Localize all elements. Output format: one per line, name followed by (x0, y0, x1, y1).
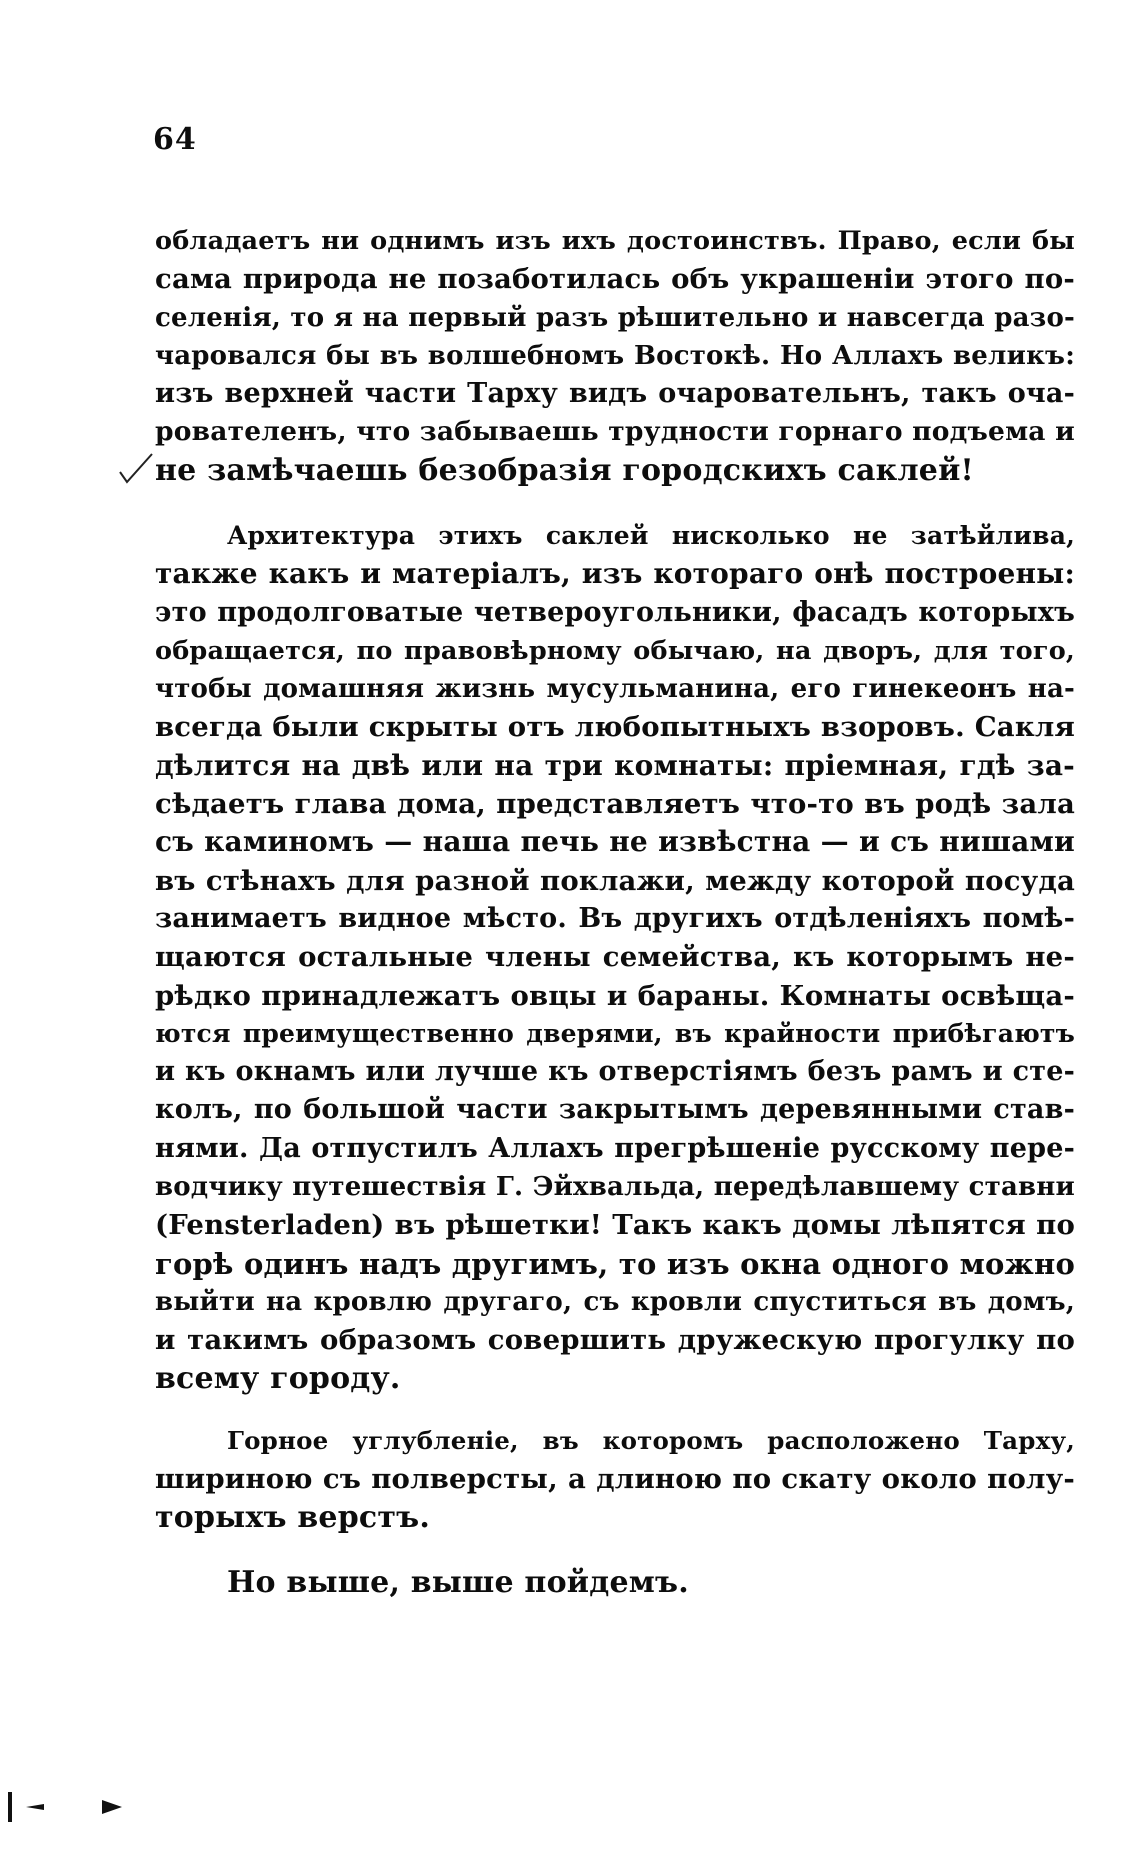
text-line: колъ, по большой части закрытымъ деревянными став- (155, 1094, 1075, 1126)
text-line: обладаетъ ни однимъ изъ ихъ достоинствъ. Право, если бы (155, 226, 1075, 256)
text-line: сама природа не позаботилась объ украшеніи этого по- (155, 263, 1075, 296)
text-line: занимаетъ видное мѣсто. Въ другихъ отдѣленіяхъ помѣ- (155, 902, 1075, 934)
text-line: это продолговатые четвероугольники, фасадъ которыхъ (155, 596, 1075, 628)
text-line: ются преимущественно дверями, въ крайности прибѣгаютъ (155, 1018, 1075, 1048)
text-line: всему городу. (155, 1360, 401, 1396)
text-line: чаровался бы въ волшебномъ Востокѣ. Но Аллахъ великъ: (155, 340, 1075, 371)
paragraph-1 (155, 222, 1075, 490)
text-line: и такимъ образомъ совершить дружескую прогулку по (155, 1324, 1075, 1357)
text-line: Архитектура этихъ саклей нисколько не затѣйлива, (227, 521, 1075, 550)
text-line: (Fensterladen) въ рѣшетки! Такъ какъ домы лѣпятся по (155, 1209, 1075, 1242)
text-line: щаются остальные члены семейства, къ которымъ не- (155, 941, 1075, 974)
text-line: чтобы домашняя жизнь мусульманина, его гинекеонъ на- (155, 674, 1075, 705)
checkmark-icon (118, 452, 154, 486)
text-line: въ стѣнахъ для разной поклажи, между которой посуда (155, 864, 1075, 897)
text-line: и къ окнамъ или лучше къ отверстіямъ безъ рамъ и сте- (155, 1056, 1075, 1088)
text-line: не замѣчаешь безобразія городскихъ саклей! (155, 452, 974, 488)
text-line: шириною съ полверсты, а длиною по скату около полу- (155, 1463, 1075, 1496)
text-line: сѣдаетъ глава дома, представляетъ что-то въ родѣ зала (155, 788, 1075, 821)
text-line: Горное углубленіе, въ которомъ расположено Тарху, (227, 1426, 1075, 1455)
text-line: нями. Да отпустилъ Аллахъ прегрѣшеніе русскому пере- (155, 1132, 1075, 1164)
text-line: съ каминомъ — наша печь не извѣстна — и съ нишами (155, 825, 1075, 859)
text-line: рователенъ, что забываешь трудности горнаго подъема и (155, 416, 1075, 448)
text-line: Но выше, выше пойдемъ. (227, 1565, 689, 1600)
text-line: также какъ и матеріалъ, изъ котораго онѣ построены: (155, 557, 1075, 591)
text-line: дѣлится на двѣ или на три комнаты: пріемная, гдѣ за- (155, 748, 1075, 782)
arrow-mark-icon (102, 1792, 122, 1822)
text-line: горѣ одинъ надъ другимъ, то изъ окна одного можно (155, 1246, 1075, 1281)
scan-edge-mark (8, 1792, 12, 1822)
text-line: всегда были скрыты отъ любопытныхъ взоровъ. Сакля (155, 711, 1075, 744)
text-line: изъ верхней части Тарху видъ очаровательнъ, такъ оча- (155, 378, 1075, 410)
page-number: 64 (153, 122, 197, 157)
text-line: выйти на кровлю другаго, съ кровли спуститься въ домъ, (155, 1286, 1075, 1317)
paragraph-3 (155, 1422, 1075, 1537)
arrow-mark-icon (26, 1792, 44, 1822)
text-line: рѣдко принадлежатъ овцы и бараны. Комнаты освѣща- (155, 979, 1075, 1012)
text-line: обращается, по правовѣрному обычаю, на дворъ, для того, (155, 635, 1075, 666)
text-line: водчику путешествія Г. Эйхвальда, передѣлавшему ставни (155, 1172, 1075, 1203)
paragraph-4 (155, 1564, 1075, 1602)
text-line: селенія, то я на первый разъ рѣшительно и навсегда разо- (155, 302, 1075, 333)
paragraph-2 (155, 517, 1075, 1398)
text-line: торыхъ верстъ. (155, 1499, 431, 1535)
